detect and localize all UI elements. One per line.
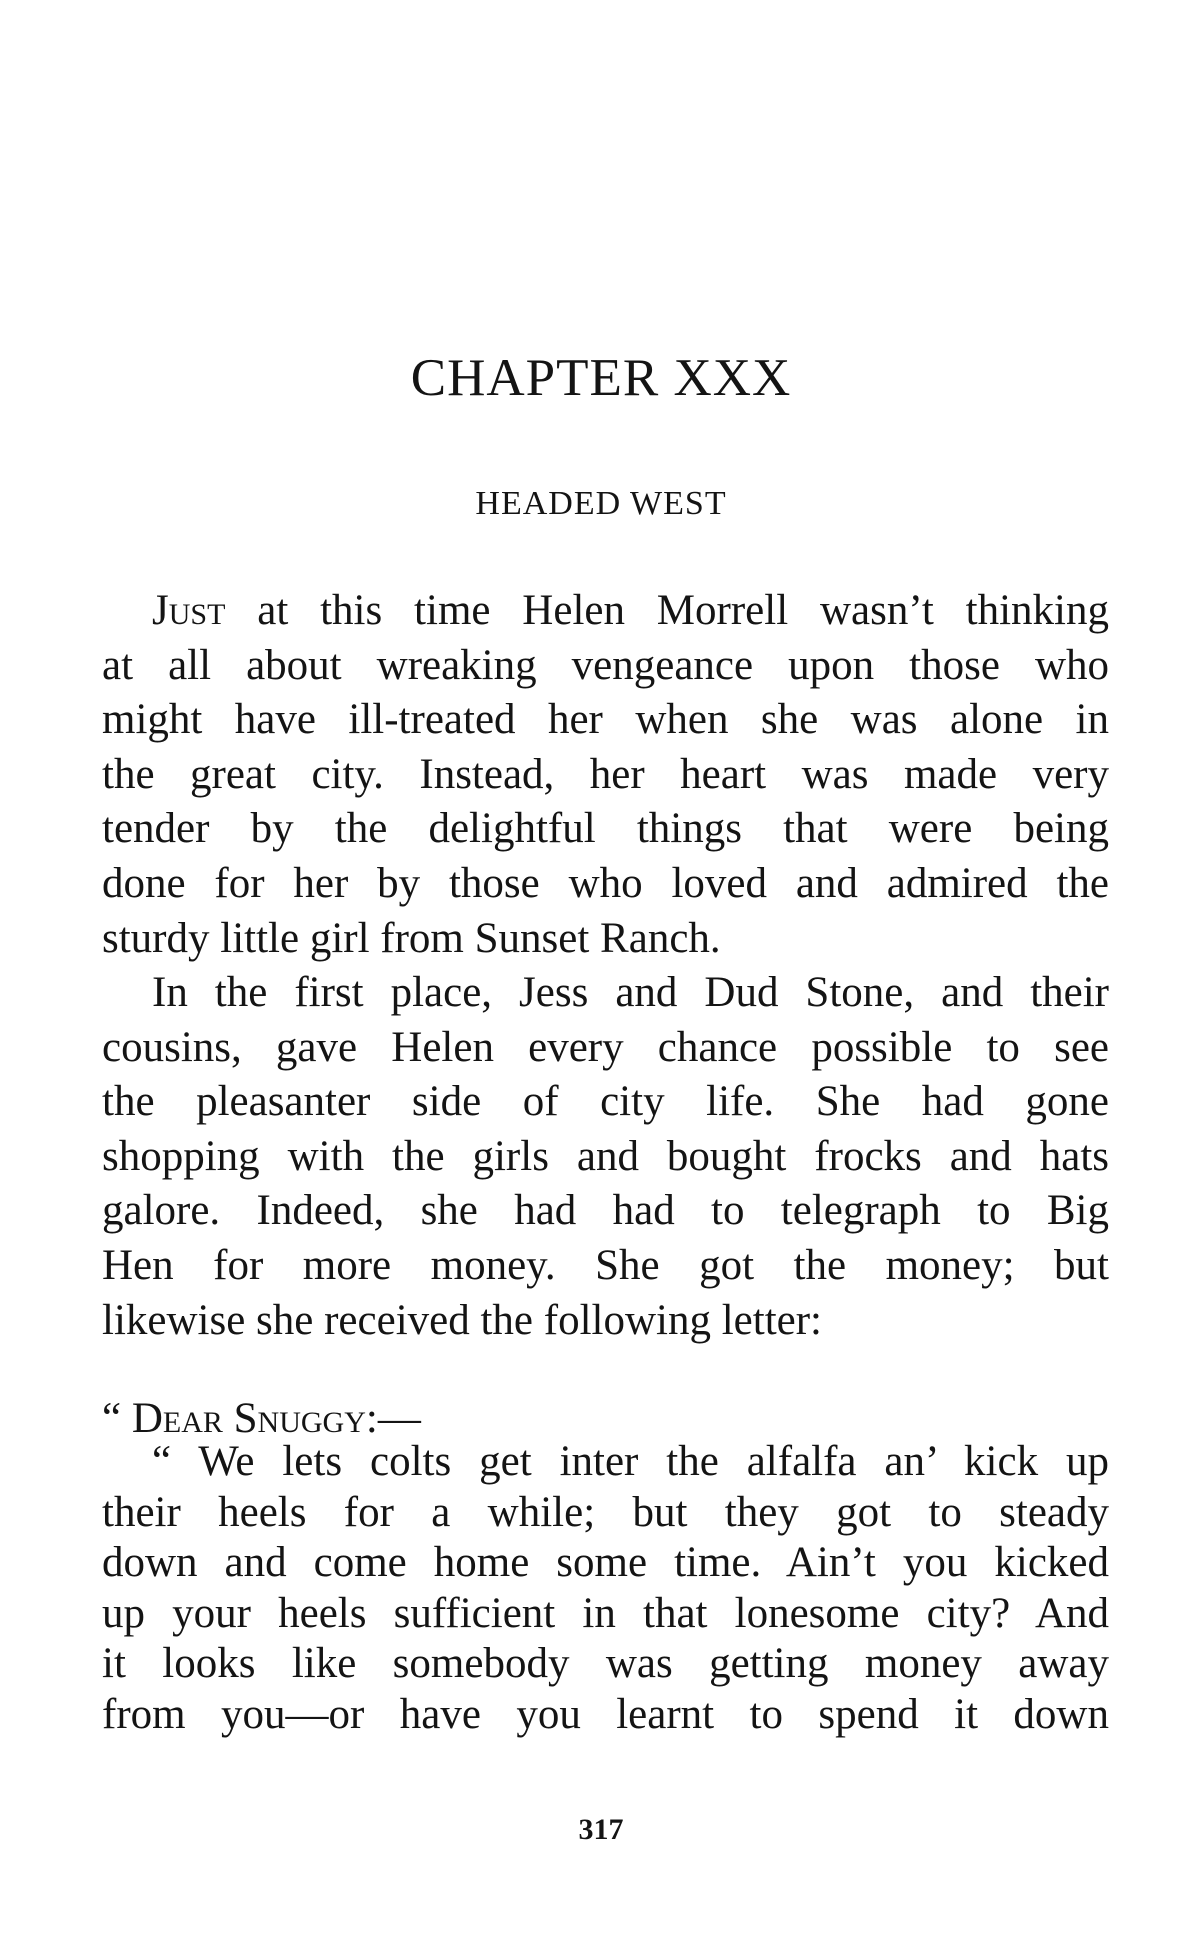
line-text: at this time Helen Morrell wasn’t thinking (257, 587, 1110, 634)
paragraph-line: the great city. Instead, her heart was made very (102, 750, 1109, 798)
letter-line: it looks like somebody was getting money away (102, 1640, 1109, 1687)
letter-line: “ We lets colts get inter the alfalfa an’ kick up (152, 1438, 1109, 1485)
paragraph-line: galore. Indeed, she had had to telegraph to Big (102, 1187, 1109, 1235)
chapter-title: CHAPTER XXX (410, 349, 792, 407)
paragraph-line: likewise she received the following letter: (102, 1296, 822, 1344)
paragraph-line: done for her by those who loved and admired the (102, 859, 1109, 907)
letter-body (102, 1437, 1109, 1740)
chapter-subtitle: HEADED WEST (475, 485, 727, 522)
paragraph-1 (102, 584, 1109, 966)
paragraph-line: sturdy little girl from Sunset Ranch. (102, 914, 721, 962)
paragraph-line: might have ill-treated her when she was alone in (102, 696, 1109, 744)
lead-word: Just (152, 587, 226, 634)
letter-line: their heels for a while; but they got to steady (102, 1488, 1109, 1536)
paragraph-line (102, 584, 1109, 639)
paragraph-line: Hen for more money. She got the money; but (102, 1241, 1109, 1289)
letter-salutation: “ Dear Snuggy:— (102, 1395, 421, 1442)
paragraph-line: at all about wreaking vengeance upon those who (102, 641, 1109, 689)
letter-line: from you—or have you learnt to spend it down (102, 1690, 1109, 1738)
letter-line: up your heels sufficient in that lonesome city? And (102, 1589, 1109, 1637)
paragraph-line: the pleasanter side of city life. She had gone (102, 1078, 1109, 1126)
paragraph-line: In the first place, Jess and Dud Stone, and their (152, 969, 1109, 1016)
page-number: 317 (578, 1813, 624, 1846)
letter-line: down and come home some time. Ain’t you kicked (102, 1539, 1109, 1586)
paragraph-2 (102, 966, 1109, 1348)
paragraph-line: shopping with the girls and bought frocks and hats (102, 1132, 1109, 1180)
paragraph-line: cousins, gave Helen every chance possible to see (102, 1023, 1109, 1071)
paragraph-line: tender by the delightful things that were being (102, 805, 1109, 853)
